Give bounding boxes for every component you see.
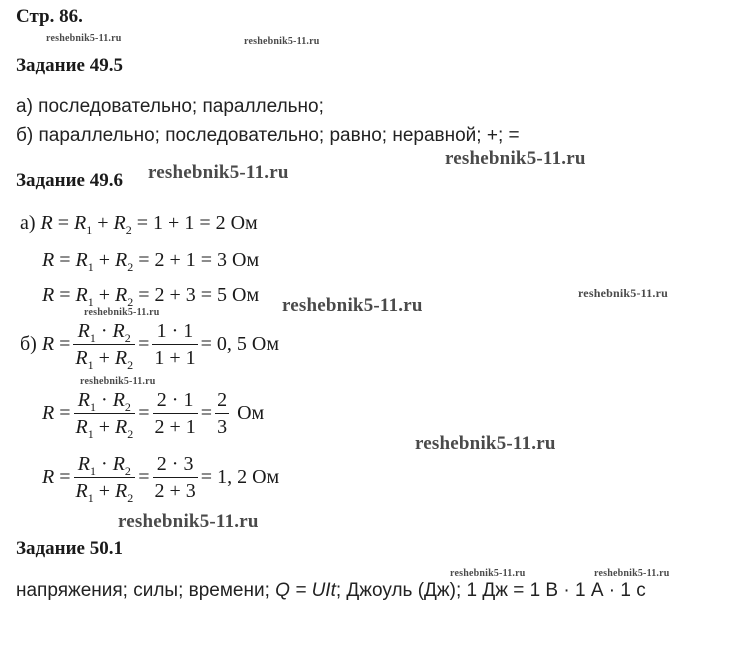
- b-row-3-result: 1, 2 Ом: [217, 466, 280, 488]
- watermark: reshebnik5-11.ru: [244, 36, 320, 47]
- task-49-6-a-row-1: а) $R = R_1 + R_2 = 1 + 1 = 2$ Ом: [20, 212, 258, 237]
- watermark: reshebnik5-11.ru: [84, 307, 160, 318]
- watermark: reshebnik5-11.ru: [445, 148, 586, 169]
- task-50-1-title: Задание 50.1: [16, 538, 123, 559]
- task-49-5-line-b: б) параллельно; последовательно; равно; неравной; +; =: [16, 125, 520, 146]
- watermark: reshebnik5-11.ru: [282, 295, 423, 316]
- b-row-2-unit: Ом: [237, 402, 265, 424]
- formula: Q = UIt: [275, 580, 336, 601]
- task-49-6-a-row-3: $R = R_1 + R_2 = 2 + 3 = 5$ Ом: [42, 284, 260, 309]
- part-b-label: б): [20, 333, 37, 355]
- task-49-6-b-row-3: R = $\frac{R_1 \cdot R_2}{R_1 + R_2}$ = $\frac{2 \cdot 3}{2 + 3}$ = 1, 2 Ом: [42, 453, 280, 505]
- watermark: reshebnik5-11.ru: [594, 568, 670, 579]
- page-label: Стр. 86.: [16, 6, 83, 27]
- task-50-1-text: напряжения; силы; времени; Q = UIt; Джоуль (Дж); 1 Дж = 1 В · 1 А · 1 с: [16, 580, 646, 601]
- watermark: reshebnik5-11.ru: [450, 568, 526, 579]
- fraction: $\frac{R_1 \cdot R_2}{R_1 + R_2}$: [75, 389, 134, 441]
- a-row-2-rhs: = 2 + 1 = 3 Ом: [138, 249, 260, 271]
- watermark: reshebnik5-11.ru: [578, 286, 668, 300]
- task-49-6-a-row-2: $R = R_1 + R_2 = 2 + 1 = 3$ Ом: [42, 249, 260, 274]
- fraction: $\frac{2 \cdot 3}{2 + 3}$: [154, 453, 196, 502]
- fraction: $\frac{2 \cdot 1}{2 + 1}$: [154, 389, 196, 438]
- watermark: reshebnik5-11.ru: [415, 433, 556, 454]
- task-49-6-title: Задание 49.6: [16, 170, 123, 191]
- task-49-5-title: Задание 49.5: [16, 55, 123, 76]
- a-row-1-rhs: = 1 + 1 = 2 Ом: [136, 212, 258, 234]
- task-49-6-b-row-2: R = $\frac{R_1 \cdot R_2}{R_1 + R_2}$ = $\frac{2 \cdot 1}{2 + 1}$ = $\frac{2}{3}$ Ом: [42, 389, 265, 441]
- part-a-label: а): [20, 212, 36, 234]
- task-49-5-line-a: а) последовательно; параллельно;: [16, 96, 324, 117]
- a-row-3-rhs: = 2 + 3 = 5 Ом: [138, 284, 260, 306]
- task-49-6-b-row-1: б) R = $\frac{R_1 \cdot R_2}{R_1 + R_2}$ = $\frac{1 \cdot 1}{1 + 1}$ = 0, 5 Ом: [20, 320, 280, 372]
- watermark: reshebnik5-11.ru: [118, 511, 259, 532]
- watermark: reshebnik5-11.ru: [148, 162, 289, 183]
- fraction: $\frac{R_1 \cdot R_2}{R_1 + R_2}$: [75, 453, 134, 505]
- b-row-1-result: 0, 5 Ом: [216, 333, 280, 355]
- fraction: $\frac{R_1 \cdot R_2}{R_1 + R_2}$: [75, 320, 134, 372]
- watermark: reshebnik5-11.ru: [46, 33, 122, 44]
- fraction: $\frac{2}{3}$: [217, 389, 228, 438]
- fraction: $\frac{1 \cdot 1}{1 + 1}$: [154, 320, 196, 369]
- watermark: reshebnik5-11.ru: [80, 376, 156, 387]
